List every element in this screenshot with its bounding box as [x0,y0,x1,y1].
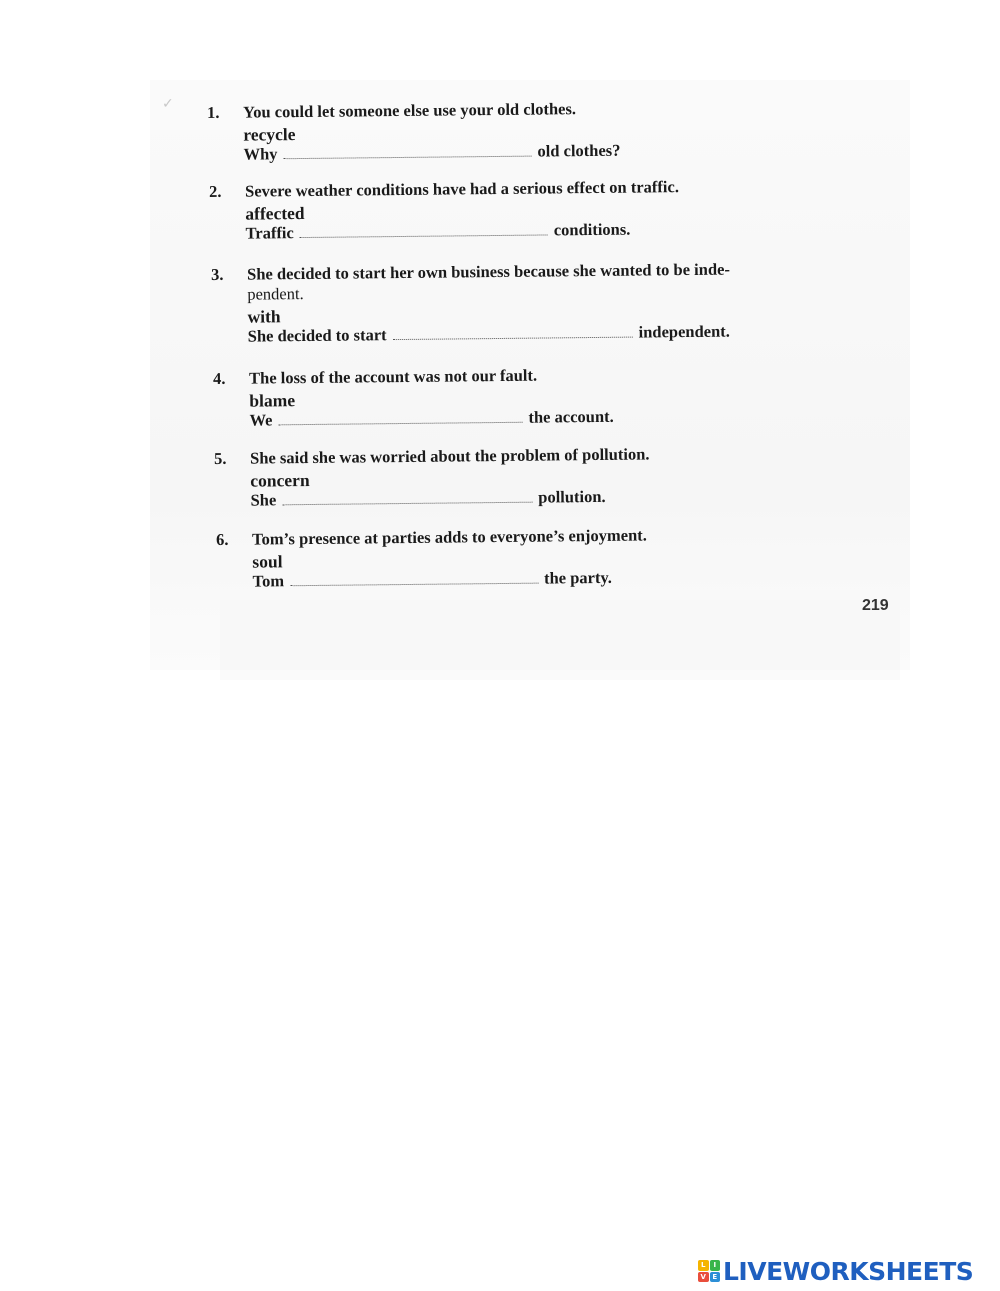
exercise-sentence: The loss of the account was not our fault. [248,365,538,388]
logo-tile: L [698,1260,709,1271]
liveworksheets-icon [698,1260,720,1282]
answer-start: Why [243,144,278,164]
answer-end: pollution. [538,486,606,507]
page-number: 219 [862,597,889,614]
answer-end: conditions. [553,219,631,240]
answer-line [252,567,647,591]
answer-start: We [249,410,273,430]
exercise-number: 5. [214,448,227,468]
liveworksheets-logo[interactable] [698,1258,973,1284]
answer-end: independent. [638,321,730,342]
logo-tile: E [710,1272,721,1283]
answer-line [243,141,620,165]
logo-tile: V [698,1272,709,1283]
exercise-sentence: You could let someone else use your old clothes. [242,99,577,122]
logo-tile: I [710,1260,721,1271]
exercise-number: 6. [216,529,229,549]
scan-shadow [220,600,900,680]
exercise-number: 1. [207,102,220,122]
answer-start: Tom [252,571,285,591]
exercise-keyword: with [247,306,281,327]
liveworksheets-wordmark: LIVEWORKSHEETS [723,1256,974,1286]
answer-start: She [250,490,277,510]
answer-line [250,486,650,510]
answer-line [249,407,613,431]
answer-start: She decided to start [247,325,387,346]
exercise-keyword: affected [245,203,305,224]
exercise-number: 4. [213,368,226,388]
answer-end: old clothes? [537,140,621,161]
answer-blank[interactable] [278,410,522,426]
exercise-sentence: She said she was worried about the problem of pollution. [249,444,650,468]
exercise-keyword: concern [250,470,310,491]
exercise-number: 2. [209,181,222,201]
answer-blank[interactable] [290,571,538,587]
answer-blank[interactable] [283,144,531,160]
exercise-sentence: Tom’s presence at parties adds to everyone’s enjoyment. [251,525,647,549]
exercise-sentence: Severe weather conditions have had a serious effect on traffic. [244,177,680,201]
answer-blank[interactable] [282,490,532,506]
exercise-sentence-continuation: pendent. [247,284,304,304]
scan-artifact-icon: ✓ [162,96,174,112]
exercise-number: 3. [211,264,224,284]
exercise-keyword: soul [252,551,283,572]
answer-blank[interactable] [393,325,633,341]
exercise-sentence: She decided to start her own business because she wanted to be inde- [246,259,730,284]
answer-start: Traffic [245,223,294,243]
answer-blank[interactable] [300,222,548,238]
exercise-keyword: recycle [243,124,296,145]
answer-end: the party. [543,567,612,588]
exercise-keyword: blame [249,390,296,411]
answer-end: the account. [528,406,614,427]
